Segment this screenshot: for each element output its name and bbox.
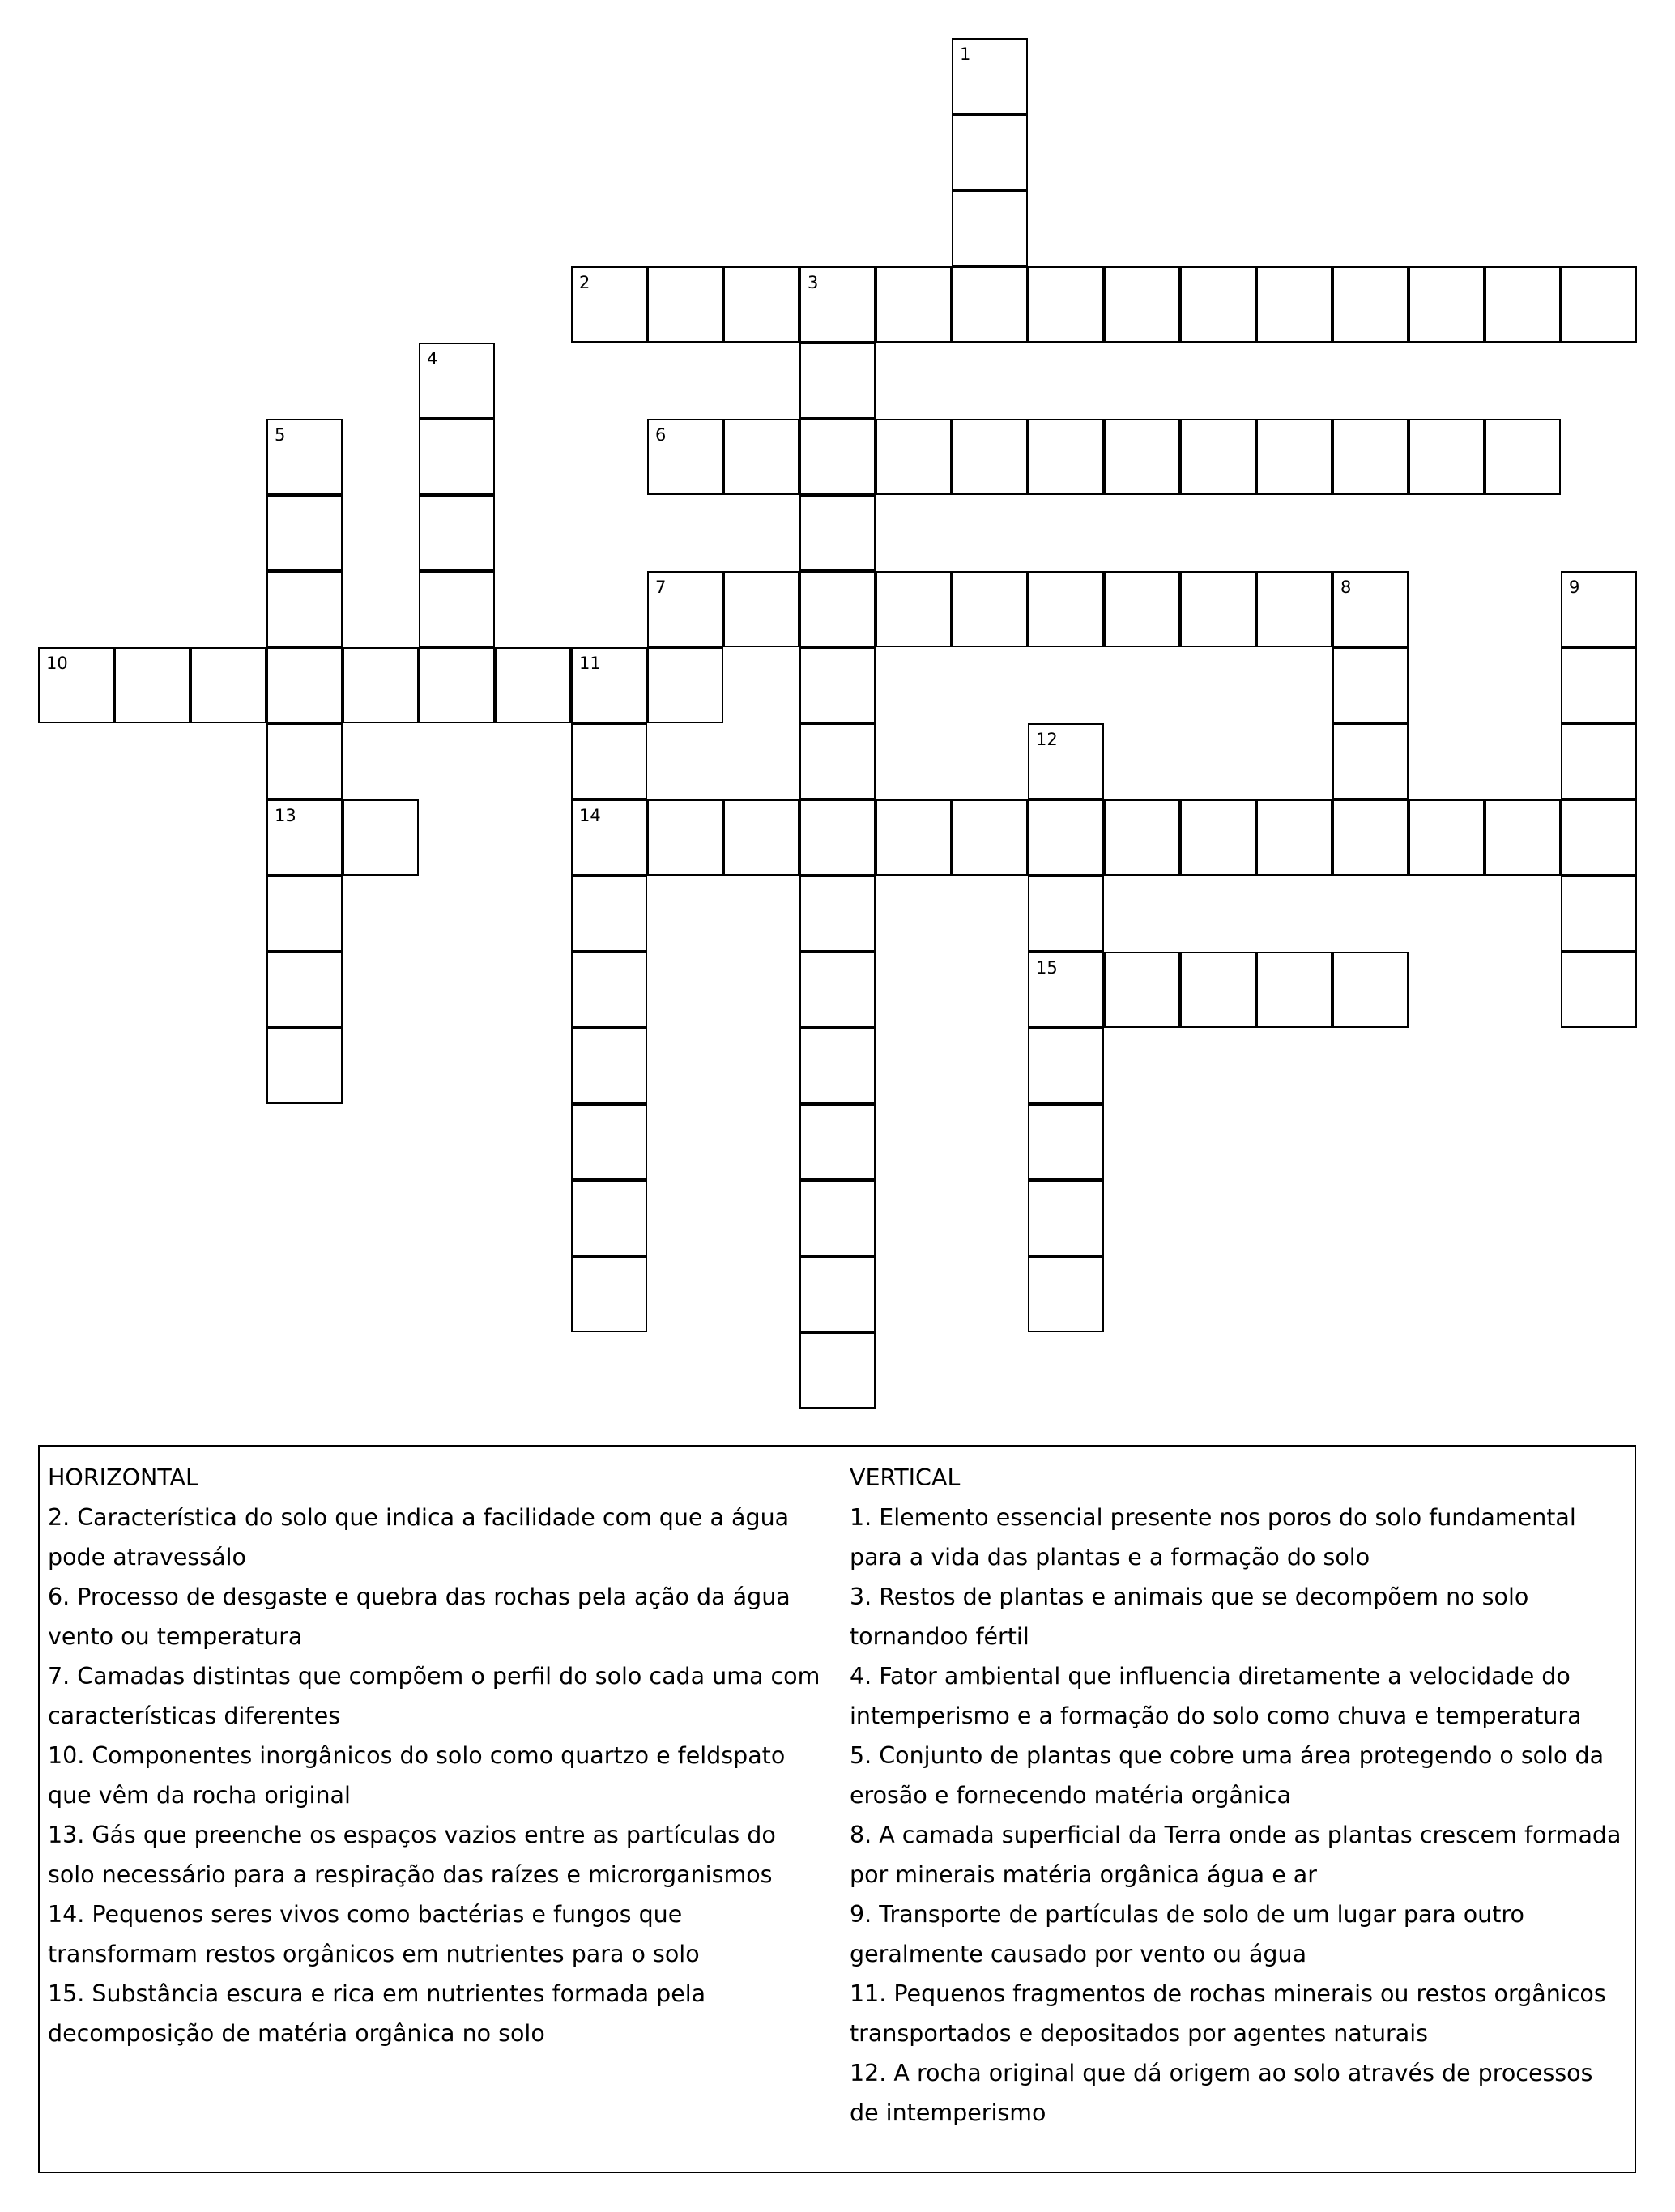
clue-number: 1 bbox=[960, 45, 971, 64]
clue-across-7: 7. Camadas distintas que compõem o perfil do solo cada uma com características diferentes bbox=[48, 1663, 820, 1729]
crossword-cell[interactable] bbox=[952, 190, 1028, 266]
crossword-cell[interactable] bbox=[1104, 799, 1180, 876]
crossword-cell[interactable] bbox=[799, 1104, 876, 1180]
crossword-cell[interactable] bbox=[266, 876, 343, 952]
crossword-cell[interactable] bbox=[1561, 952, 1637, 1028]
crossword-cell[interactable] bbox=[799, 799, 876, 876]
crossword-cell[interactable] bbox=[1028, 876, 1104, 952]
crossword-cell[interactable] bbox=[1180, 799, 1256, 876]
crossword-cell[interactable] bbox=[571, 266, 647, 343]
crossword-cell[interactable] bbox=[876, 266, 952, 343]
crossword-cell[interactable] bbox=[876, 419, 952, 495]
crossword-cell[interactable] bbox=[1409, 419, 1485, 495]
clue-across-15: 15. Substância escura e rica em nutrientes formada pela decomposição de matéria orgânica no solo bbox=[48, 1980, 706, 2047]
clue-number: 5 bbox=[275, 425, 286, 445]
crossword-cell[interactable] bbox=[1561, 571, 1637, 647]
crossword-cell[interactable] bbox=[799, 876, 876, 952]
crossword-cell[interactable] bbox=[1409, 799, 1485, 876]
crossword-cell[interactable] bbox=[1332, 571, 1409, 647]
crossword-cell[interactable] bbox=[1180, 571, 1256, 647]
crossword-cell[interactable] bbox=[799, 343, 876, 419]
crossword-cell[interactable] bbox=[799, 952, 876, 1028]
crossword-cell[interactable] bbox=[1028, 571, 1104, 647]
crossword-cell[interactable] bbox=[419, 571, 495, 647]
vertical-clues bbox=[850, 1458, 1627, 2133]
crossword-cell[interactable] bbox=[952, 38, 1028, 114]
crossword-cell[interactable] bbox=[799, 647, 876, 723]
horizontal-clues bbox=[48, 1458, 825, 2053]
crossword-cell[interactable] bbox=[571, 799, 647, 876]
crossword-cell[interactable] bbox=[1332, 723, 1409, 799]
crossword-cell[interactable] bbox=[1028, 952, 1104, 1028]
clue-number: 12 bbox=[1036, 730, 1058, 749]
crossword-cell[interactable] bbox=[1028, 1028, 1104, 1104]
crossword-cell[interactable] bbox=[723, 266, 799, 343]
crossword-cell[interactable] bbox=[647, 571, 723, 647]
crossword-cell[interactable] bbox=[1104, 419, 1180, 495]
crossword-cell[interactable] bbox=[647, 799, 723, 876]
crossword-cell[interactable] bbox=[1028, 1256, 1104, 1332]
crossword-cell[interactable] bbox=[571, 876, 647, 952]
crossword-cell[interactable] bbox=[114, 647, 190, 723]
clue-number: 15 bbox=[1036, 958, 1058, 978]
crossword-cell[interactable] bbox=[723, 571, 799, 647]
crossword-cell[interactable] bbox=[1256, 952, 1332, 1028]
clue-down-11: 11. Pequenos fragmentos de rochas minerais ou restos orgânicos transportados e depositados por agentes naturais bbox=[850, 1980, 1606, 2047]
crossword-cell[interactable] bbox=[1256, 266, 1332, 343]
crossword-cell[interactable] bbox=[266, 495, 343, 571]
crossword-cell[interactable] bbox=[1028, 799, 1104, 876]
clue-number: 11 bbox=[579, 654, 601, 673]
clue-number: 7 bbox=[655, 578, 667, 597]
clue-down-9: 9. Transporte de partículas de solo de um lugar para outro geralmente causado por vento ou água bbox=[850, 1901, 1524, 1967]
clue-down-4: 4. Fator ambiental que influencia diretamente a velocidade do intemperismo e a formação do solo como chuva e temperatura bbox=[850, 1663, 1582, 1729]
crossword-cell[interactable] bbox=[571, 952, 647, 1028]
clue-down-5: 5. Conjunto de plantas que cobre uma área protegendo o solo da erosão e fornecendo matéria orgânica bbox=[850, 1742, 1605, 1809]
crossword-cell[interactable] bbox=[876, 571, 952, 647]
crossword-cell[interactable] bbox=[799, 1256, 876, 1332]
crossword-cell[interactable] bbox=[1028, 1180, 1104, 1256]
crossword-cell[interactable] bbox=[723, 419, 799, 495]
crossword-cell[interactable] bbox=[1561, 876, 1637, 952]
crossword-cell[interactable] bbox=[1028, 419, 1104, 495]
crossword-cell[interactable] bbox=[1561, 266, 1637, 343]
crossword-cell[interactable] bbox=[571, 1256, 647, 1332]
clue-number: 2 bbox=[579, 273, 590, 292]
clue-down-8: 8. A camada superficial da Terra onde as plantas crescem formada por minerais matéria orgânica água e ar bbox=[850, 1822, 1622, 1888]
crossword-cell[interactable] bbox=[1104, 952, 1180, 1028]
crossword-cell[interactable] bbox=[266, 647, 343, 723]
crossword-cell[interactable] bbox=[1028, 1104, 1104, 1180]
crossword-cell[interactable] bbox=[799, 1332, 876, 1409]
crossword-cell[interactable] bbox=[1104, 266, 1180, 343]
crossword-cell[interactable] bbox=[1332, 647, 1409, 723]
crossword-cell[interactable] bbox=[952, 419, 1028, 495]
crossword-cell[interactable] bbox=[266, 1028, 343, 1104]
crossword-cell[interactable] bbox=[1332, 266, 1409, 343]
vertical-heading: VERTICAL bbox=[850, 1464, 961, 1491]
crossword-cell[interactable] bbox=[1256, 799, 1332, 876]
crossword-cell[interactable] bbox=[38, 647, 114, 723]
crossword-cell[interactable] bbox=[799, 571, 876, 647]
clue-down-3: 3. Restos de plantas e animais que se decompõem no solo tornandoo fértil bbox=[850, 1583, 1529, 1650]
clue-across-6: 6. Processo de desgaste e quebra das rochas pela ação da água vento ou temperatura bbox=[48, 1583, 791, 1650]
crossword-cell[interactable] bbox=[1409, 266, 1485, 343]
crossword-cell[interactable] bbox=[1180, 419, 1256, 495]
crossword-cell[interactable] bbox=[571, 1028, 647, 1104]
crossword-cell[interactable] bbox=[1256, 571, 1332, 647]
crossword-cell[interactable] bbox=[647, 419, 723, 495]
crossword-cell[interactable] bbox=[190, 647, 266, 723]
clue-across-14: 14. Pequenos seres vivos como bactérias e fungos que transformam restos orgânicos em nutrientes para o solo bbox=[48, 1901, 700, 1967]
clue-number: 6 bbox=[655, 425, 667, 445]
crossword-cell[interactable] bbox=[1180, 952, 1256, 1028]
crossword-cell[interactable] bbox=[952, 799, 1028, 876]
clue-number: 13 bbox=[275, 806, 296, 825]
crossword-cell[interactable] bbox=[1028, 266, 1104, 343]
clue-number: 10 bbox=[46, 654, 68, 673]
crossword-cell[interactable] bbox=[1561, 647, 1637, 723]
clue-number: 14 bbox=[579, 806, 601, 825]
crossword-cell[interactable] bbox=[266, 419, 343, 495]
crossword-cell[interactable] bbox=[495, 647, 571, 723]
horizontal-heading: HORIZONTAL bbox=[48, 1464, 198, 1491]
crossword-cell[interactable] bbox=[571, 1104, 647, 1180]
crossword-cell[interactable] bbox=[266, 571, 343, 647]
crossword-cell[interactable] bbox=[419, 419, 495, 495]
crossword-cell[interactable] bbox=[799, 266, 876, 343]
crossword-cell[interactable] bbox=[419, 343, 495, 419]
crossword-cell[interactable] bbox=[1561, 799, 1637, 876]
crossword-cell[interactable] bbox=[952, 266, 1028, 343]
crossword-cell[interactable] bbox=[952, 114, 1028, 190]
crossword-cell[interactable] bbox=[571, 647, 647, 723]
crossword-cell[interactable] bbox=[723, 799, 799, 876]
crossword-cell[interactable] bbox=[799, 495, 876, 571]
clues-box bbox=[38, 1445, 1636, 2173]
crossword-cell[interactable] bbox=[876, 799, 952, 876]
crossword-cell[interactable] bbox=[1485, 419, 1561, 495]
crossword-cell[interactable] bbox=[343, 799, 419, 876]
crossword-cell[interactable] bbox=[799, 1028, 876, 1104]
crossword-cell[interactable] bbox=[1332, 799, 1409, 876]
crossword-cell[interactable] bbox=[571, 723, 647, 799]
clue-down-12: 12. A rocha original que dá origem ao solo através de processos de intemperismo bbox=[850, 2060, 1593, 2126]
clue-number: 4 bbox=[427, 349, 438, 369]
crossword-cell[interactable] bbox=[419, 495, 495, 571]
crossword-cell[interactable] bbox=[1104, 571, 1180, 647]
crossword-cell[interactable] bbox=[1256, 419, 1332, 495]
clue-across-13: 13. Gás que preenche os espaços vazios entre as partículas do solo necessário para a respiração das raízes e microrganismos bbox=[48, 1822, 776, 1888]
crossword-cell[interactable] bbox=[1180, 266, 1256, 343]
crossword-cell[interactable] bbox=[1332, 952, 1409, 1028]
crossword-cell[interactable] bbox=[343, 647, 419, 723]
crossword-cell[interactable] bbox=[419, 647, 495, 723]
clue-across-2: 2. Característica do solo que indica a facilidade com que a água pode atravessálo bbox=[48, 1504, 790, 1571]
crossword-cell[interactable] bbox=[571, 1180, 647, 1256]
crossword-cell[interactable] bbox=[799, 419, 876, 495]
crossword-cell[interactable] bbox=[647, 266, 723, 343]
crossword-cell[interactable] bbox=[266, 723, 343, 799]
crossword-cell[interactable] bbox=[952, 571, 1028, 647]
crossword-cell[interactable] bbox=[266, 799, 343, 876]
crossword-cell[interactable] bbox=[1332, 419, 1409, 495]
crossword-cell[interactable] bbox=[1561, 723, 1637, 799]
clue-down-1: 1. Elemento essencial presente nos poros do solo fundamental para a vida das plantas e a formação do solo bbox=[850, 1504, 1576, 1571]
crossword-cell[interactable] bbox=[799, 1180, 876, 1256]
clue-number: 3 bbox=[808, 273, 819, 292]
crossword-cell[interactable] bbox=[1485, 799, 1561, 876]
crossword-cell[interactable] bbox=[647, 647, 723, 723]
crossword-cell[interactable] bbox=[1485, 266, 1561, 343]
crossword-cell[interactable] bbox=[1028, 723, 1104, 799]
crossword-cell[interactable] bbox=[799, 723, 876, 799]
crossword-cell[interactable] bbox=[266, 952, 343, 1028]
clue-across-10: 10. Componentes inorgânicos do solo como quartzo e feldspato que vêm da rocha original bbox=[48, 1742, 786, 1809]
clue-number: 9 bbox=[1569, 578, 1580, 597]
clue-number: 8 bbox=[1340, 578, 1352, 597]
